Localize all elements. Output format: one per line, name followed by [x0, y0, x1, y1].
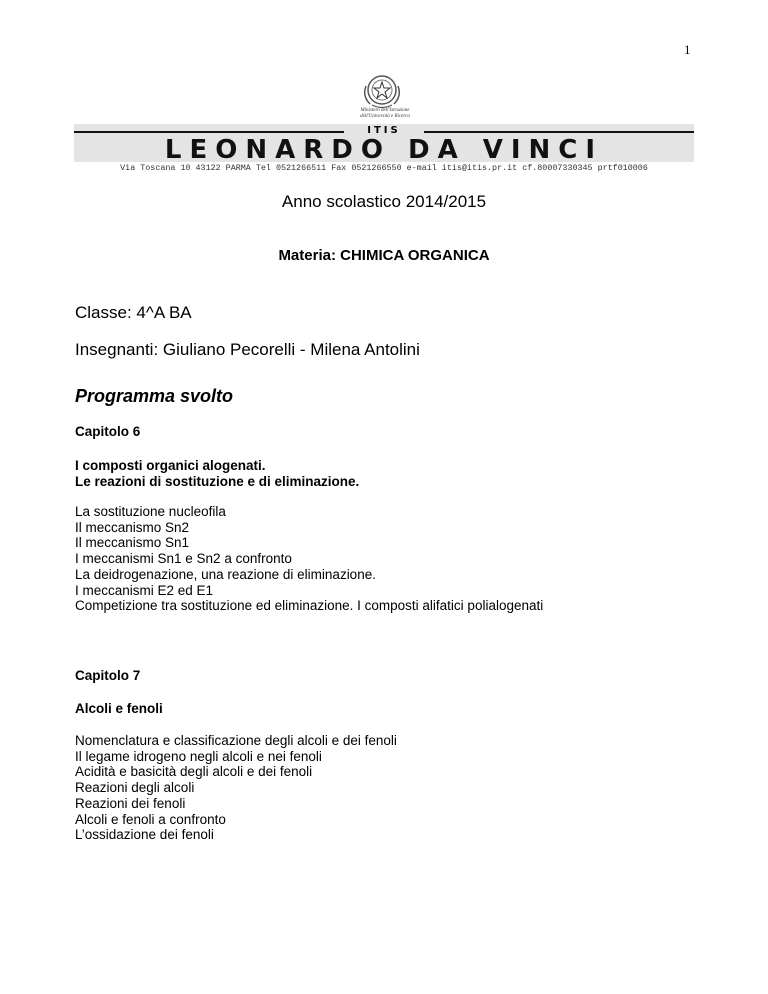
- chapter-6-subtitle-line: I composti organici alogenati.: [75, 458, 266, 473]
- ministry-name: Ministero dell'Istruzione dell'Università e Ricerca: [360, 108, 410, 119]
- subject-title: Materia: CHIMICA ORGANICA: [278, 247, 490, 264]
- page-number: 1: [684, 42, 691, 57]
- list-item: Nomenclatura e classificazione degli alcoli e dei fenoli: [75, 733, 397, 748]
- list-item: Acidità e basicità degli alcoli e dei fenoli: [75, 764, 313, 780]
- chapter-7-subtitle-line: Alcoli e fenoli: [75, 701, 163, 716]
- chapter-7-title: Capitolo 7: [75, 668, 141, 683]
- school-name: LEONARDO DA VINCI: [164, 135, 604, 165]
- chapter-6-subtitle: [75, 458, 359, 489]
- list-item: Il meccanismo Sn2: [75, 519, 190, 535]
- list-item: I meccanismi E2 ed E1: [75, 582, 214, 598]
- class-label: Classe: 4^A BA: [75, 303, 192, 322]
- itis-label: ITIS: [367, 125, 401, 136]
- chapter-6-title: Capitolo 6: [75, 424, 141, 439]
- list-item: Il meccanismo Sn1: [75, 535, 190, 551]
- program-heading: Programma svolto: [75, 386, 234, 406]
- list-item: La deidrogenazione, una reazione di eliminazione.: [75, 566, 376, 582]
- list-item: Alcoli e fenoli a confronto: [75, 811, 226, 827]
- school-year: Anno scolastico 2014/2015: [281, 192, 487, 211]
- chapter-7-subtitle: [75, 701, 163, 717]
- list-item: Reazioni dei fenoli: [75, 795, 186, 811]
- school-address: Via Toscana 10 43122 PARMA Tel 0521266511 Fax 0521266550 e-mail itis@itis.pr.it cf.80007330345 prtf010006: [120, 163, 648, 173]
- chapter-6-topic-list: [75, 504, 543, 614]
- list-item: Competizione tra sostituzione ed eliminazione. I composti alifatici polialogenati: [75, 598, 544, 614]
- chapter-6-subtitle-line: Le reazioni di sostituzione e di eliminazione.: [75, 473, 360, 489]
- list-item: Il legame idrogeno negli alcoli e nei fenoli: [75, 748, 322, 764]
- list-item: Reazioni degli alcoli: [75, 780, 195, 796]
- list-item: I meccanismi Sn1 e Sn2 a confronto: [75, 551, 292, 567]
- chapter-7-topic-list: [75, 733, 397, 843]
- list-item: L’ossidazione dei fenoli: [75, 827, 214, 843]
- teachers-label: Insegnanti: Giuliano Pecorelli - Milena Antolini: [75, 340, 420, 359]
- list-item: La sostituzione nucleofila: [75, 504, 226, 519]
